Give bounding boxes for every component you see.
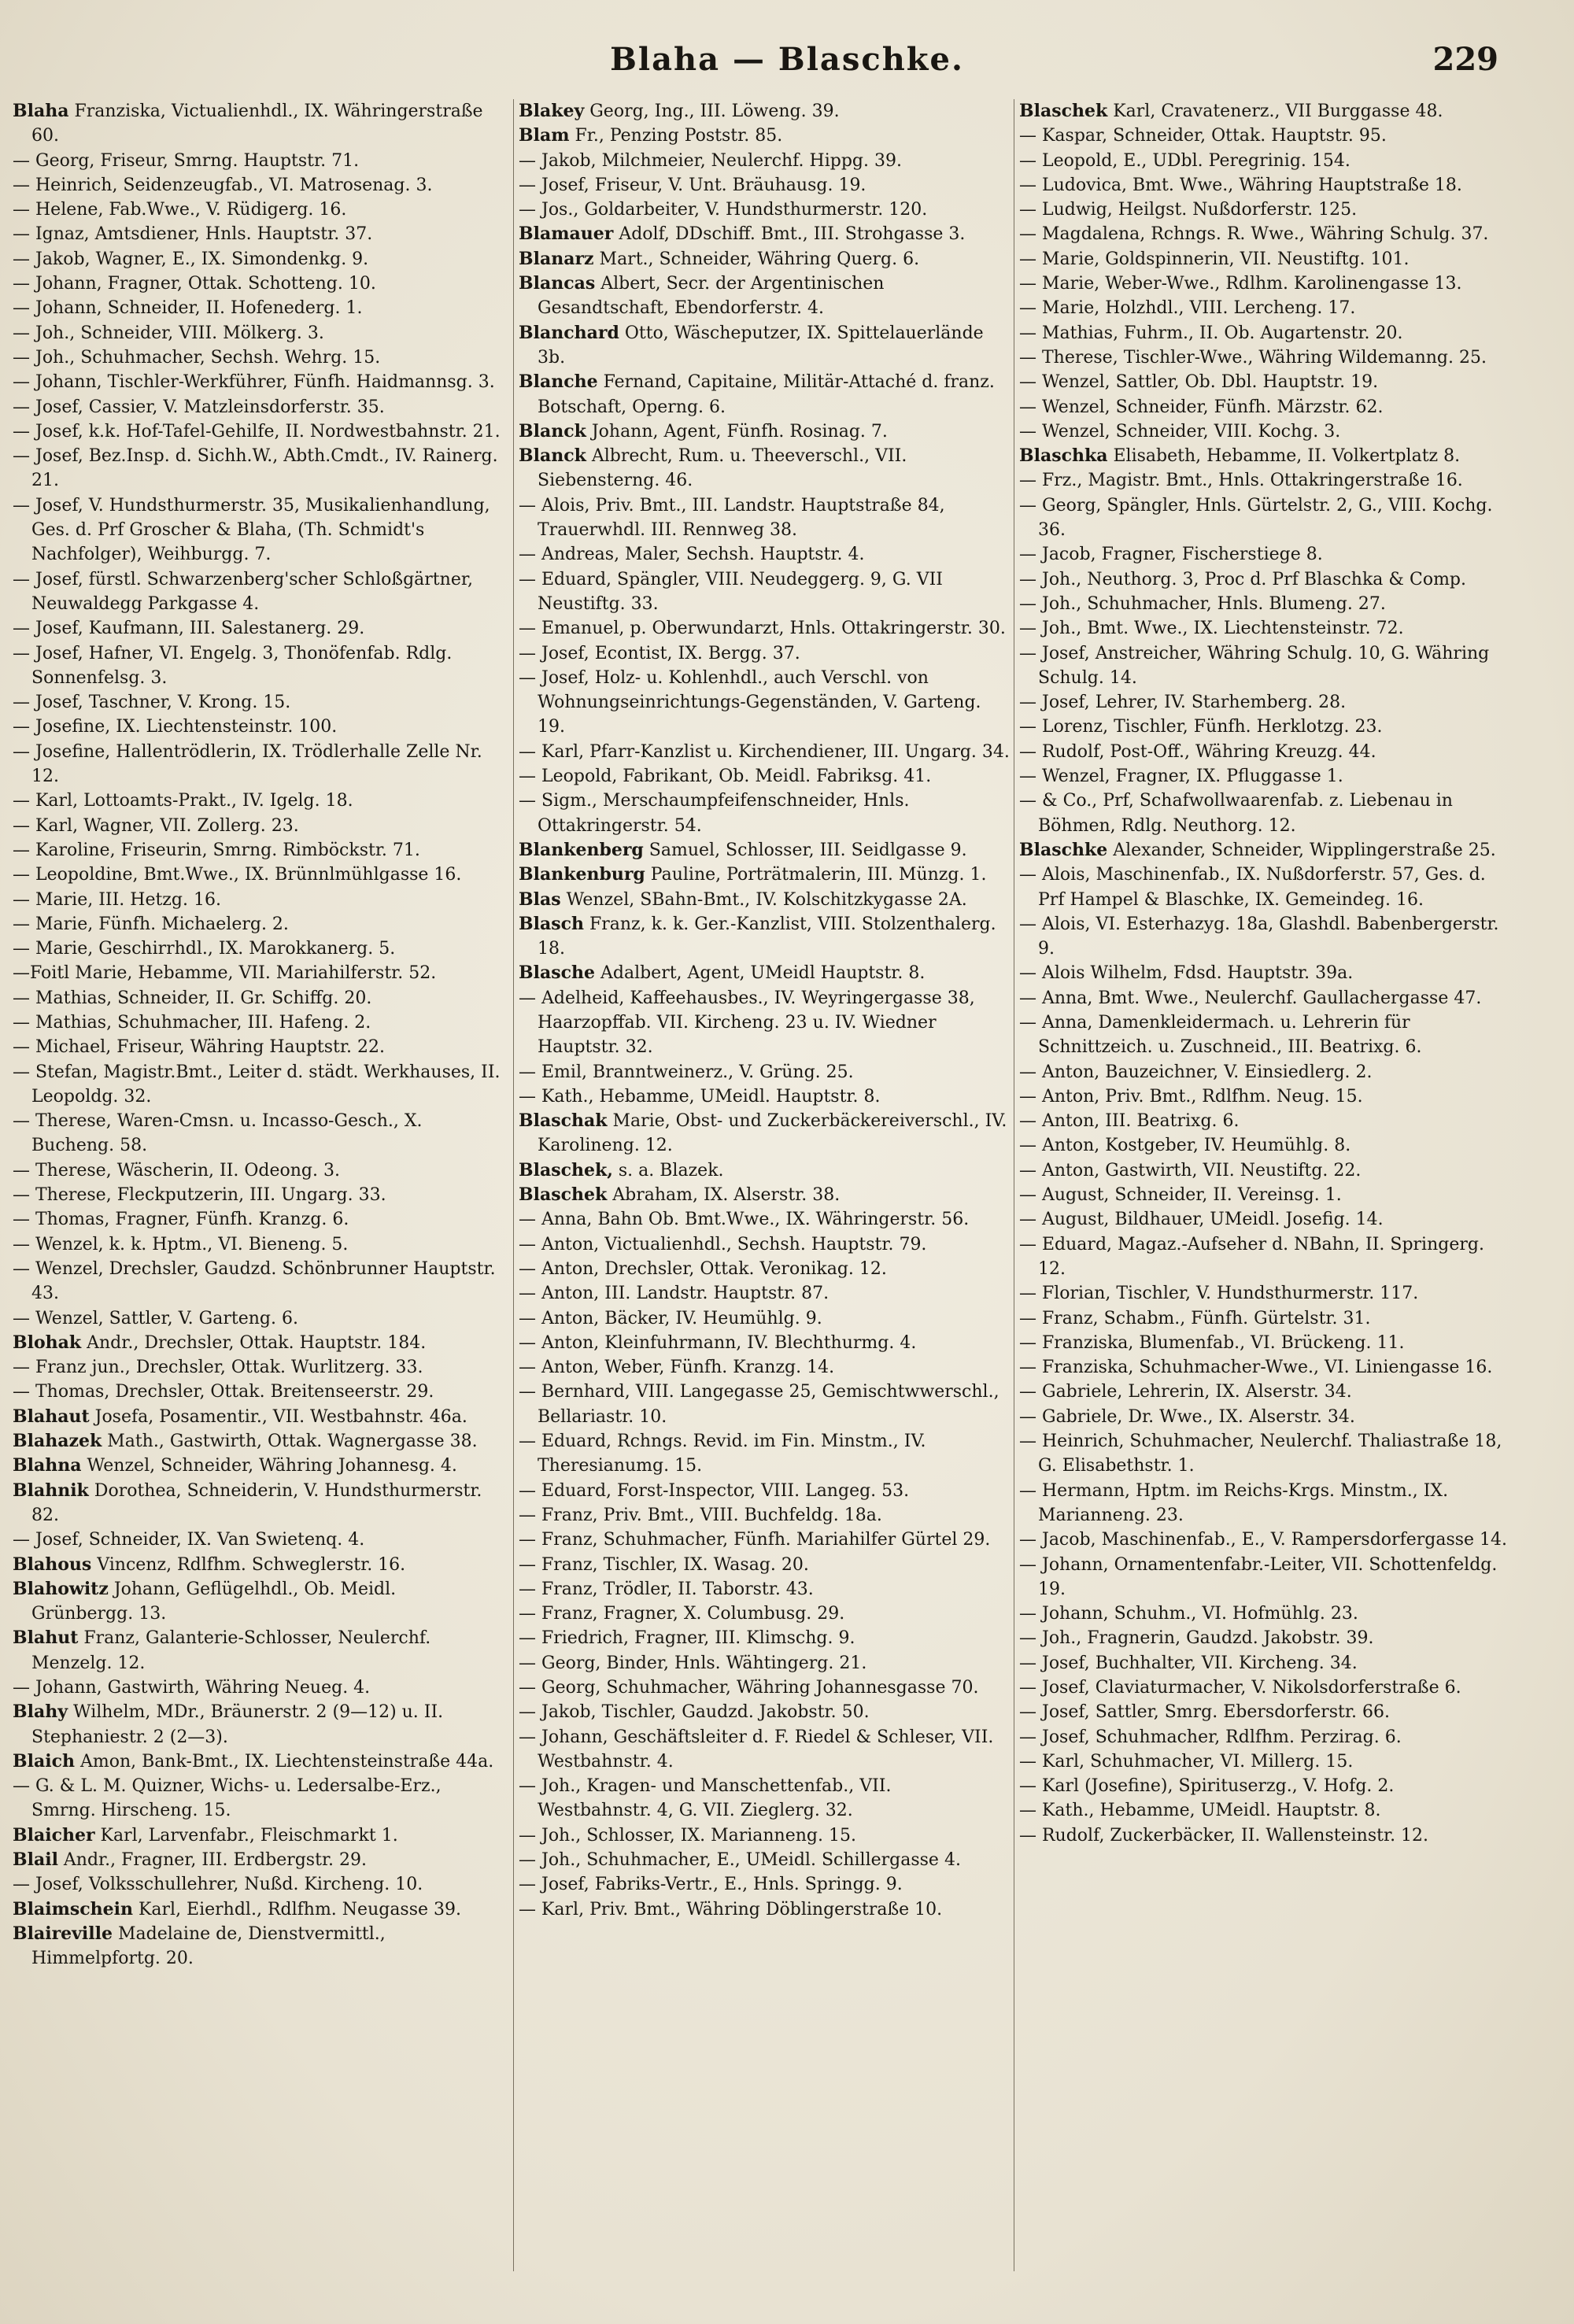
directory-entry: — Leopoldine, Bmt.Wwe., IX. Brünnlmühlgasse 16.	[13, 865, 462, 885]
directory-entry: — Anton, Weber, Fünfh. Kranzg. 14.	[519, 1358, 835, 1378]
directory-entry: — Josef, Schuhmacher, Rdlfhm. Perzirag. 6.	[1019, 1727, 1402, 1747]
directory-entry: — Josef, Friseur, V. Unt. Bräuhausg. 19.	[519, 175, 866, 195]
directory-entry: — Georg, Binder, Hnls. Wähtingerg. 21.	[519, 1653, 867, 1673]
directory-entry: — Alois, VI. Esterhazyg. 18a, Glashdl. Babenbergerstr. 9.	[1019, 914, 1499, 959]
directory-entry: — Eduard, Spängler, VIII. Neudeggerg. 9, G. VII Neustiftg. 33.	[519, 569, 943, 614]
directory-entry: — Wenzel, Sattler, V. Garteng. 6.	[13, 1308, 298, 1328]
directory-entry: — Karl, Pfarr-Kanzlist u. Kirchendiener, III. Ungarg. 34.	[519, 741, 1010, 762]
directory-entry: — Mathias, Schneider, II. Gr. Schiffg. 20.	[13, 988, 372, 1008]
directory-entry: Blaschak Marie, Obst- und Zuckerbäckereiverschl., IV. Karolineng. 12.	[519, 1110, 1007, 1156]
directory-entry: — Franz, Tischler, IX. Wasag. 20.	[519, 1554, 809, 1575]
directory-entry: Blahnik Dorothea, Schneiderin, V. Hundsthurmerstr. 82.	[13, 1480, 482, 1525]
directory-entry: — Joh., Schlosser, IX. Marianneng. 15.	[519, 1825, 856, 1846]
directory-entry: — Ludwig, Heilgst. Nußdorferstr. 125.	[1019, 200, 1358, 220]
directory-entry: — Heinrich, Seidenzeugfab., VI. Matrosenag. 3.	[13, 175, 433, 195]
directory-entry: — Kaspar, Schneider, Ottak. Hauptstr. 95.	[1019, 126, 1387, 146]
directory-entry: — Josef, Schneider, IX. Van Swietenq. 4.	[13, 1530, 365, 1550]
directory-entry: Blaich Amon, Bank-Bmt., IX. Liechtensteinstraße 44a.	[13, 1750, 494, 1772]
directory-entry: Blankenburg Pauline, Porträtmalerin, III. Münzg. 1.	[519, 864, 987, 885]
directory-entry: — Gabriele, Lehrerin, IX. Alserstr. 34.	[1019, 1382, 1352, 1402]
directory-entry: — Johann, Tischler-Werkführer, Fünfh. Haidmannsg. 3.	[13, 372, 495, 393]
directory-entry: — Karl, Priv. Bmt., Währing Döblingerstraße 10.	[519, 1899, 943, 1919]
page-header	[0, 41, 1574, 88]
directory-entry: — Wenzel, Schneider, VIII. Kochg. 3.	[1019, 421, 1341, 442]
directory-entry: — Johann, Fragner, Ottak. Schotteng. 10.	[13, 274, 376, 294]
directory-entry: — Josef, Sattler, Smrg. Ebersdorferstr. 66.	[1019, 1702, 1390, 1723]
directory-entry: — Magdalena, Rchngs. R. Wwe., Währing Schulg. 37.	[1019, 224, 1489, 245]
directory-entry: — Anton, Priv. Bmt., Rdlfhm. Neug. 15.	[1019, 1086, 1363, 1107]
directory-entry: Blaha Franziska, Victualienhdl., IX. Währingerstraße 60.	[13, 101, 483, 146]
directory-entry: — Therese, Wäscherin, II. Odeong. 3.	[13, 1160, 340, 1180]
directory-entry: — Jakob, Tischler, Gaudzd. Jakobstr. 50.	[519, 1702, 870, 1723]
directory-entry: — Josef, fürstl. Schwarzenberg'scher Schloßgärtner, Neuwaldegg Parkgasse 4.	[13, 569, 473, 614]
directory-entry: — Bernhard, VIII. Langegasse 25, Gemischtwwerschl., Bellariastr. 10.	[519, 1382, 999, 1427]
directory-entry: — Florian, Tischler, V. Hundsthurmerstr. 117.	[1019, 1284, 1419, 1304]
directory-entry: — & Co., Prf, Schafwollwaarenfab. z. Liebenau in Böhmen, Rdlg. Neuthorg. 12.	[1019, 791, 1453, 836]
directory-entry: — Alois, Maschinenfab., IX. Nußdorferstr. 57, Ges. d. Prf Hampel & Blaschke, IX. Gemeindeg. 16.	[1019, 865, 1486, 910]
directory-entry: — Kath., Hebamme, UMeidl. Hauptstr. 8.	[1019, 1801, 1381, 1821]
directory-entry: — Anton, Kleinfuhrmann, IV. Blechthurmg. 4.	[519, 1332, 917, 1353]
directory-entry: — Wenzel, k. k. Hptm., VI. Bieneng. 5.	[13, 1234, 349, 1254]
directory-entry: — Anton, Bauzeichner, V. Einsiedlerg. 2.	[1019, 1062, 1373, 1082]
directory-entry: — Anton, Bäcker, IV. Heumühlg. 9.	[519, 1308, 822, 1328]
directory-entry: — Stefan, Magistr.Bmt., Leiter d. städt. Werkhauses, II. Leopoldg. 32.	[13, 1062, 501, 1107]
directory-entry: — Eduard, Magaz.-Aufseher d. NBahn, II. Springerg. 12.	[1019, 1234, 1484, 1279]
directory-entry: — August, Schneider, II. Vereinsg. 1.	[1019, 1185, 1342, 1206]
directory-entry: — Ignaz, Amtsdiener, Hnls. Hauptstr. 37.	[13, 224, 373, 245]
directory-entry: Blam Fr., Penzing Poststr. 85.	[519, 125, 783, 146]
directory-entry: — Josef, Claviaturmacher, V. Nikolsdorferstraße 6.	[1019, 1678, 1461, 1698]
directory-entry: — Marie, Fünfh. Michaelerg. 2.	[13, 914, 289, 934]
directory-entry: Blahous Vincenz, Rdlfhm. Schweglerstr. 16.	[13, 1554, 406, 1575]
directory-entry: — Marie, Weber-Wwe., Rdlhm. Karolinengasse 13.	[1019, 274, 1462, 294]
directory-entry: — Josef, Volksschullehrer, Nußd. Kircheng. 10.	[13, 1875, 423, 1895]
directory-entry: — Ludovica, Bmt. Wwe., Währing Hauptstraße 18.	[1019, 175, 1462, 195]
directory-entry: — Anton, Victualienhdl., Sechsh. Hauptstr. 79.	[519, 1234, 927, 1254]
directory-entry: — Georg, Friseur, Smrng. Hauptstr. 71.	[13, 150, 360, 171]
directory-entry: — Mathias, Fuhrm., II. Ob. Augartenstr. 20.	[1019, 323, 1403, 343]
directory-entry: — Franz jun., Drechsler, Ottak. Wurlitzerg. 33.	[13, 1358, 423, 1378]
directory-entry: — Joh., Schuhmacher, Sechsh. Wehrg. 15.	[13, 347, 381, 368]
directory-entry: — G. & L. M. Quizner, Wichs- u. Ledersalbe-Erz., Smrng. Hirscheng. 15.	[13, 1776, 442, 1821]
directory-entry: — Franziska, Schuhmacher-Wwe., VI. Liniengasse 16.	[1019, 1358, 1493, 1378]
directory-entry: Blaschek Abraham, IX. Alserstr. 38.	[519, 1184, 841, 1206]
directory-entry: — Josefine, Hallentrödlerin, IX. Trödlerhalle Zelle Nr. 12.	[13, 741, 482, 787]
directory-entry: — Anna, Bmt. Wwe., Neulerchf. Gaullachergasse 47.	[1019, 988, 1482, 1008]
column-left	[13, 99, 501, 1971]
directory-entry: — Johann, Schneider, II. Hofenederg. 1.	[13, 298, 363, 319]
running-title: Blaha — Blaschke.	[610, 41, 964, 78]
directory-entry: — Helene, Fab.Wwe., V. Rüdigerg. 16.	[13, 200, 347, 220]
directory-entry: — Anna, Damenkleidermach. u. Lehrerin für Schnittzeich. u. Zuschneid., III. Beatrixg. 6.	[1019, 1012, 1422, 1058]
directory-entry: — Johann, Ornamentenfabr.-Leiter, VII. Schottenfeldg. 19.	[1019, 1554, 1498, 1599]
directory-entry: Blamauer Adolf, DDschiff. Bmt., III. Strohgasse 3.	[519, 224, 966, 245]
directory-entry: — Joh., Bmt. Wwe., IX. Liechtensteinstr. 72.	[1019, 619, 1404, 639]
directory-entry: — Leopold, E., UDbl. Peregrinig. 154.	[1019, 150, 1350, 171]
directory-entry: — Michael, Friseur, Währing Hauptstr. 22.	[13, 1037, 385, 1058]
directory-entry: — Franz, Fragner, X. Columbusg. 29.	[519, 1604, 845, 1624]
directory-entry: — Kath., Hebamme, UMeidl. Hauptstr. 8.	[519, 1086, 881, 1107]
directory-entry: Blasch Franz, k. k. Ger.-Kanzlist, VIII. Stolzenthalerg. 18.	[519, 913, 996, 959]
directory-entry: — Emanuel, p. Oberwundarzt, Hnls. Ottakringerstr. 30.	[519, 619, 1006, 639]
directory-entry: — Johann, Gastwirth, Währing Neueg. 4.	[13, 1678, 371, 1698]
directory-entry: — Franziska, Blumenfab., VI. Brückeng. 11.	[1019, 1332, 1405, 1353]
column-right	[1014, 99, 1515, 2271]
directory-entry: — August, Bildhauer, UMeidl. Josefig. 14.	[1019, 1210, 1384, 1230]
directory-entry: — Eduard, Forst-Inspector, VIII. Langeg. 53.	[519, 1480, 910, 1501]
directory-entry: — Gabriele, Dr. Wwe., IX. Alserstr. 34.	[1019, 1406, 1355, 1427]
directory-entry: — Marie, Goldspinnerin, VII. Neustiftg. 101.	[1019, 249, 1410, 269]
directory-entry: — Josef, Kaufmann, III. Salestanerg. 29.	[13, 619, 365, 639]
directory-entry: — Marie, Geschirrhdl., IX. Marokkanerg. 5.	[13, 939, 396, 959]
directory-entry: — Josef, Lehrer, IV. Starhemberg. 28.	[1019, 693, 1347, 713]
directory-entry: Blaschka Elisabeth, Hebamme, II. Volkertplatz 8.	[1019, 445, 1461, 467]
directory-entry: Blanchard Otto, Wäscheputzer, IX. Spittelauerlände 3b.	[519, 322, 984, 368]
directory-entry: — Anton, III. Beatrixg. 6.	[1019, 1111, 1240, 1132]
directory-entry: Blahazek Math., Gastwirth, Ottak. Wagnergasse 38.	[13, 1431, 478, 1452]
directory-entry: — Joh., Kragen- und Manschettenfab., VII. Westbahnstr. 4, G. VII. Zieglerg. 32.	[519, 1776, 892, 1821]
directory-entry: — Sigm., Merschaumpfeifenschneider, Hnls. Ottakringerstr. 54.	[519, 791, 910, 836]
directory-entry: — Wenzel, Fragner, IX. Pfluggasse 1.	[1019, 767, 1343, 787]
directory-entry: — Jos., Goldarbeiter, V. Hundsthurmerstr. 120.	[519, 200, 928, 220]
directory-entry: — Johann, Geschäftsleiter d. F. Riedel & Schleser, VII. Westbahnstr. 4.	[519, 1727, 994, 1772]
directory-entry: — Josef, Taschner, V. Krong. 15.	[13, 693, 291, 713]
directory-entry: Blahy Wilhelm, MDr., Bräunerstr. 2 (9—12) u. II. Stephaniestr. 2 (2—3).	[13, 1701, 444, 1747]
directory-entry: — Jacob, Fragner, Fischerstiege 8.	[1019, 545, 1323, 565]
directory-entry: — Josef, Holz- u. Kohlenhdl., auch Verschl. von Wohnungseinrichtungs-Gegenständen, V. Garteng. 19.	[519, 667, 981, 737]
directory-entry: — Josef, Fabriks-Vertr., E., Hnls. Springg. 9.	[519, 1875, 903, 1895]
directory-entry: —Foitl Marie, Hebamme, VII. Mariahilferstr. 52.	[13, 963, 437, 984]
directory-entry: — Anna, Bahn Ob. Bmt.Wwe., IX. Währingerstr. 56.	[519, 1210, 970, 1230]
directory-entry: Blanck Johann, Agent, Fünfh. Rosinag. 7.	[519, 420, 888, 442]
directory-entry: Blas Wenzel, SBahn-Bmt., IV. Kolschitzkygasse 2A.	[519, 889, 967, 910]
directory-entry: Blaireville Madelaine de, Dienstvermittl., Himmelpfortg. 20.	[13, 1923, 386, 1969]
directory-entry: — Wenzel, Sattler, Ob. Dbl. Hauptstr. 19.	[1019, 372, 1379, 393]
column-middle	[513, 99, 1011, 2271]
directory-entry: — Karoline, Friseurin, Smrng. Rimböckstr. 71.	[13, 840, 420, 860]
directory-entry: — Josef, V. Hundsthurmerstr. 35, Musikalienhandlung, Ges. d. Prf Groscher & Blaha, (Th. Schmidt's Nachfolger), Weihburgg. 7.	[13, 495, 490, 565]
directory-entry: — Eduard, Rchngs. Revid. im Fin. Minstm., IV. Theresianumg. 15.	[519, 1432, 926, 1476]
directory-entry: Blanarz Mart., Schneider, Währing Querg. 6.	[519, 248, 920, 269]
directory-entry: Blaschek, s. a. Blazek.	[519, 1159, 724, 1180]
directory-entry: Blancas Albert, Secr. der Argentinischen Gesandtschaft, Ebendorferstr. 4.	[519, 273, 885, 319]
directory-entry: — Josef, Anstreicher, Währing Schulg. 10, G. Währing Schulg. 14.	[1019, 643, 1490, 688]
directory-entry: Blahaut Josefa, Posamentir., VII. Westbahnstr. 46a.	[13, 1406, 467, 1427]
directory-entry: Blakey Georg, Ing., III. Löweng. 39.	[519, 101, 840, 121]
directory-entry: — Heinrich, Schuhmacher, Neulerchf. Thaliastraße 18, G. Elisabethstr. 1.	[1019, 1432, 1502, 1476]
directory-entry: — Karl (Josefine), Spirituserzg., V. Hofg. 2.	[1019, 1776, 1395, 1797]
directory-entry: — Josef, Econtist, IX. Bergg. 37.	[519, 643, 800, 663]
directory-entry: — Josef, Cassier, V. Matzleinsdorferstr. 35.	[13, 397, 385, 417]
directory-entry: — Karl, Schuhmacher, VI. Millerg. 15.	[1019, 1751, 1354, 1772]
directory-entry: — Thomas, Drechsler, Ottak. Breitenseerstr. 29.	[13, 1382, 434, 1402]
directory-entry: — Frz., Magistr. Bmt., Hnls. Ottakringerstraße 16.	[1019, 471, 1463, 491]
directory-entry: — Joh., Fragnerin, Gaudzd. Jakobstr. 39.	[1019, 1628, 1374, 1649]
directory-entry: — Hermann, Hptm. im Reichs-Krgs. Minstm., IX. Marianneng. 23.	[1019, 1480, 1449, 1525]
directory-entry: — Anton, III. Landstr. Hauptstr. 87.	[519, 1284, 829, 1304]
directory-entry: — Marie, III. Hetzg. 16.	[13, 889, 221, 910]
directory-entry: — Joh., Schuhmacher, E., UMeidl. Schillergasse 4.	[519, 1850, 961, 1871]
directory-entry: — Jakob, Wagner, E., IX. Simondenkg. 9.	[13, 249, 369, 269]
directory-entry: Blaicher Karl, Larvenfabr., Fleischmarkt 1.	[13, 1824, 398, 1846]
directory-entry: — Josef, Hafner, VI. Engelg. 3, Thonöfenfab. Rdlg. Sonnenfelsg. 3.	[13, 643, 453, 688]
directory-entry: — Josef, Buchhalter, VII. Kircheng. 34.	[1019, 1653, 1358, 1673]
directory-entry: — Rudolf, Zuckerbäcker, II. Wallensteinstr. 12.	[1019, 1825, 1429, 1846]
directory-entry: — Jakob, Milchmeier, Neulerchf. Hippg. 39.	[519, 150, 902, 171]
directory-entry: — Franz, Trödler, II. Taborstr. 43.	[519, 1579, 814, 1599]
directory-entry: Blaschek Karl, Cravatenerz., VII Burggasse 48.	[1019, 101, 1443, 121]
directory-entry: — Franz, Schabm., Fünfh. Gürtelstr. 31.	[1019, 1308, 1371, 1328]
directory-entry: — Johann, Schuhm., VI. Hofmühlg. 23.	[1019, 1604, 1358, 1624]
directory-entry: — Alois, Priv. Bmt., III. Landstr. Hauptstraße 84, Trauerwhdl. III. Rennweg 38.	[519, 495, 945, 541]
directory-entry: — Marie, Holzhdl., VIII. Lercheng. 17.	[1019, 298, 1356, 319]
directory-entry: — Josef, Bez.Insp. d. Sichh.W., Abth.Cmdt., IV. Rainerg. 21.	[13, 446, 498, 491]
directory-entry: Blanck Albrecht, Rum. u. Theeverschl., VII. Siebensterng. 46.	[519, 445, 907, 491]
directory-entry: Blasche Adalbert, Agent, UMeidl Hauptstr. 8.	[519, 962, 926, 984]
directory-entry: — Lorenz, Tischler, Fünfh. Herklotzg. 23.	[1019, 717, 1383, 737]
directory-entry: Blohak Andr., Drechsler, Ottak. Hauptstr. 184.	[13, 1332, 427, 1353]
directory-entry: — Josefine, IX. Liechtensteinstr. 100.	[13, 717, 338, 737]
directory-entry: — Anton, Kostgeber, IV. Heumühlg. 8.	[1019, 1136, 1351, 1156]
directory-entry: — Karl, Wagner, VII. Zollerg. 23.	[13, 815, 299, 836]
directory-entry: — Franz, Priv. Bmt., VIII. Buchfeldg. 18a.	[519, 1505, 882, 1525]
directory-entry: Blahna Wenzel, Schneider, Währing Johannesg. 4.	[13, 1455, 457, 1476]
directory-entry: — Franz, Schuhmacher, Fünfh. Mariahilfer Gürtel 29.	[519, 1530, 991, 1550]
directory-entry: Blankenberg Samuel, Schlosser, III. Seidlgasse 9.	[519, 839, 967, 860]
directory-entry: Blail Andr., Fragner, III. Erdbergstr. 29.	[13, 1849, 368, 1871]
directory-entry: — Joh., Schneider, VIII. Mölkerg. 3.	[13, 323, 324, 343]
directory-entry: — Karl, Lottoamts-Prakt., IV. Igelg. 18.	[13, 791, 353, 811]
directory-entry: — Mathias, Schuhmacher, III. Hafeng. 2.	[13, 1012, 371, 1033]
directory-entry: — Jacob, Maschinenfab., E., V. Rampersdorfergasse 14.	[1019, 1530, 1508, 1550]
directory-entry: — Rudolf, Post-Off., Währing Kreuzg. 44.	[1019, 741, 1376, 762]
directory-entry: — Joh., Schuhmacher, Hnls. Blumeng. 27.	[1019, 593, 1386, 614]
directory-entry: — Anton, Drechsler, Ottak. Veronikag. 12.	[519, 1258, 887, 1279]
directory-entry: Blahowitz Johann, Geflügelhdl., Ob. Meidl. Grünbergg. 13.	[13, 1578, 397, 1624]
directory-entry: Blanche Fernand, Capitaine, Militär-Attaché d. franz. Botschaft, Operng. 6.	[519, 371, 995, 417]
directory-entry: — Alois Wilhelm, Fdsd. Hauptstr. 39a.	[1019, 963, 1354, 984]
directory-entry: — Adelheid, Kaffeehausbes., IV. Weyringergasse 38, Haarzopffab. VII. Kircheng. 23 u. IV. Wiedner Hauptstr. 32.	[519, 988, 975, 1058]
directory-entry: — Georg, Schuhmacher, Währing Johannesgasse 70.	[519, 1678, 979, 1698]
directory-entry: — Andreas, Maler, Sechsh. Hauptstr. 4.	[519, 545, 865, 565]
directory-entry: — Emil, Branntweinerz., V. Grüng. 25.	[519, 1062, 854, 1082]
directory-entry: — Joh., Neuthorg. 3, Proc d. Prf Blaschka & Comp.	[1019, 569, 1467, 589]
directory-entry: — Anton, Gastwirth, VII. Neustiftg. 22.	[1019, 1160, 1362, 1180]
directory-entry: — Therese, Fleckputzerin, III. Ungarg. 33.	[13, 1185, 386, 1206]
directory-entry: — Wenzel, Drechsler, Gaudzd. Schönbrunner Hauptstr. 43.	[13, 1258, 496, 1304]
page-number: 229	[1432, 41, 1498, 78]
directory-entry: — Wenzel, Schneider, Fünfh. Märzstr. 62.	[1019, 397, 1384, 417]
directory-entry: — Thomas, Fragner, Fünfh. Kranzg. 6.	[13, 1210, 349, 1230]
directory-entry: — Therese, Waren-Cmsn. u. Incasso-Gesch., X. Bucheng. 58.	[13, 1111, 423, 1156]
directory-entry: — Friedrich, Fragner, III. Klimschg. 9.	[519, 1628, 855, 1649]
directory-entry: — Josef, k.k. Hof-Tafel-Gehilfe, II. Nordwestbahnstr. 21.	[13, 421, 501, 442]
directory-entry: Blahut Franz, Galanterie-Schlosser, Neulerchf. Menzelg. 12.	[13, 1628, 431, 1673]
directory-entry: Blaimschein Karl, Eierhdl., Rdlfhm. Neugasse 39.	[13, 1898, 462, 1919]
directory-entry: Blaschke Alexander, Schneider, Wipplingerstraße 25.	[1019, 839, 1496, 860]
directory-entry: — Leopold, Fabrikant, Ob. Meidl. Fabriksg. 41.	[519, 767, 932, 787]
directory-entry: — Therese, Tischler-Wwe., Währing Wildemanng. 25.	[1019, 347, 1487, 368]
directory-entry: — Georg, Spängler, Hnls. Gürtelstr. 2, G., VIII. Kochg. 36.	[1019, 495, 1493, 541]
